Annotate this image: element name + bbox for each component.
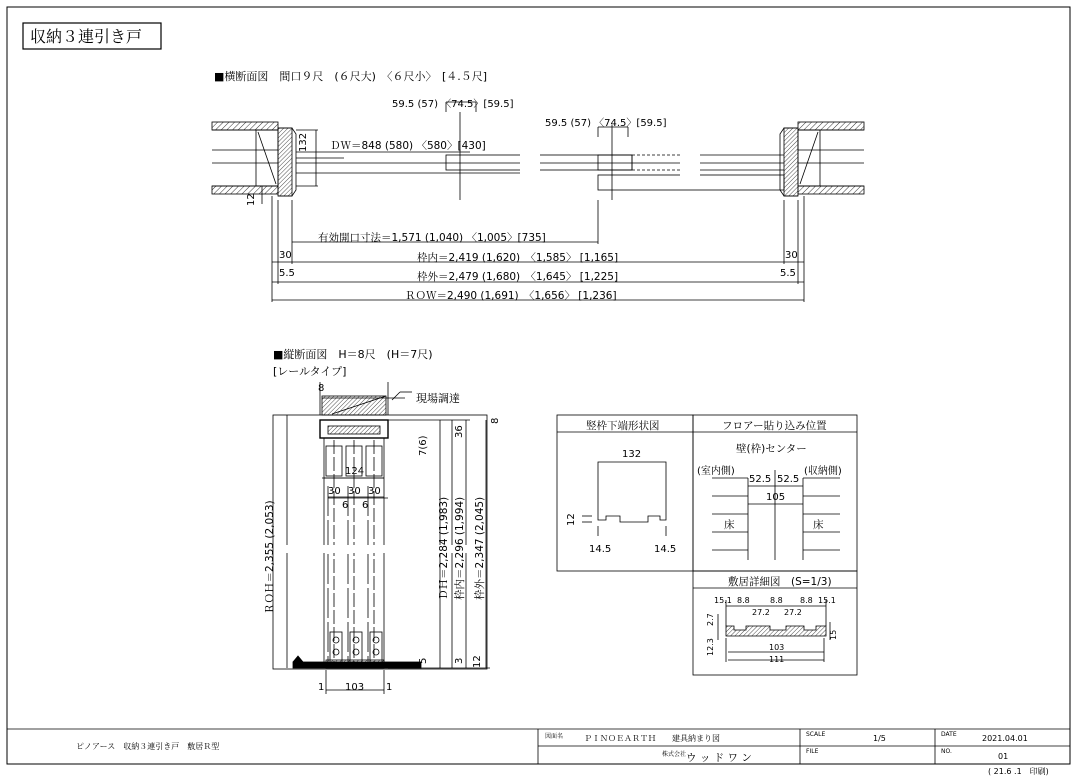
detail-right-dim-105: 105	[766, 492, 786, 503]
sill-d103: 103	[769, 643, 785, 652]
section-rail-type: [レールタイプ]	[273, 365, 347, 378]
section-dim-6a: 6	[342, 500, 349, 511]
detail-right-dim-525b: 52.5	[777, 474, 800, 485]
detail-right-subtitle: 壁(枠)センター	[736, 443, 807, 455]
plan-dim-top-left: 59.5 (57) 〈74.5〉[59.5]	[392, 99, 514, 110]
plan-dim-30-right: 30	[785, 250, 798, 261]
sill-title: 敷居詳細図 (S=1/3)	[728, 576, 832, 588]
plan-outer: 枠外＝2,479 (1,680) 〈1,645〉 [1,225]	[417, 271, 619, 283]
sill-d88c: 8.8	[800, 596, 813, 605]
section-dim-3: 3	[454, 657, 465, 664]
plan-dim-132: 132	[298, 132, 309, 152]
section-dim-30c: 30	[368, 486, 381, 497]
detail-left-dim-132: 132	[622, 449, 642, 460]
section-dim-6b: 6	[362, 500, 369, 511]
section-dim-8-right: 8	[490, 417, 501, 424]
tb-company: ウ ッ ド ワ ン	[686, 752, 752, 764]
tb-date-label: DATE	[941, 731, 957, 738]
tb-print: ( 21.6 .1 印刷)	[988, 767, 1049, 776]
plan-dim-55-right: 5.5	[780, 268, 796, 279]
detail-right-room-store: (収納側)	[804, 466, 842, 477]
tb-drawing-name: ＰＩＮＯＥＡＲＴＨ 建具納まり図	[584, 734, 720, 743]
tb-drawing-name-label: 図面名	[545, 733, 564, 740]
section-dim-1b: 1	[386, 682, 393, 693]
section-heading: ■縦断面図 H＝8尺 (H＝7尺)	[273, 348, 433, 361]
section-dim-30a: 30	[328, 486, 341, 497]
section-dim-1a: 1	[318, 682, 325, 693]
sill-d151b: 15.1	[818, 596, 836, 605]
section-site-label: 現場調達	[416, 392, 460, 405]
tb-file-label: FILE	[806, 748, 819, 755]
sheet-border	[7, 7, 1070, 764]
detail-left-dim-145b: 14.5	[654, 544, 677, 555]
section-inner-h: 枠内＝2,296 (1,994)	[454, 496, 466, 600]
sill-d27: 2.7	[706, 613, 715, 626]
detail-right-title: フロアー貼り込み位置	[722, 420, 827, 432]
plan-heading: ■横断面図 間口９尺 (６尺大) 〈６尺小〉 [４.５尺]	[214, 70, 488, 83]
section-dh: ＤＨ＝2,284 (1,983)	[438, 496, 450, 600]
plan-dim-55-left: 5.5	[279, 268, 295, 279]
tb-no: 01	[998, 752, 1009, 761]
plan-row: ＲＯＷ＝2,490 (1,691) 〈1,656〉 [1,236]	[405, 290, 617, 302]
plan-dw: ＤＷ＝848 (580) 〈580〉[430]	[330, 140, 486, 152]
plan-opening: 有効開口寸法＝1,571 (1,040) 〈1,005〉[735]	[318, 232, 546, 244]
section-dim-12: 12	[472, 655, 483, 668]
tb-company-label: 株式会社	[662, 751, 687, 758]
tb-date: 2021.04.01	[982, 734, 1028, 743]
plan-dim-12: 12	[246, 193, 257, 206]
detail-right-room-in: (室内側)	[697, 466, 735, 477]
detail-left-dim-12: 12	[566, 513, 577, 526]
detail-right-floor-left: 床	[724, 519, 735, 531]
sill-d15: 15	[829, 629, 838, 640]
detail-right-dim-525a: 52.5	[749, 474, 772, 485]
plan-inner: 枠内＝2,419 (1,620) 〈1,585〉 [1,165]	[417, 252, 619, 264]
sill-d123: 12.3	[706, 638, 715, 656]
detail-right-floor-right: 床	[813, 519, 824, 531]
tb-no-label: NO.	[941, 748, 952, 755]
section-dim-103: 103	[345, 682, 365, 693]
detail-left-dim-145a: 14.5	[589, 544, 612, 555]
plan-breaks	[520, 150, 700, 180]
section-dim-30b: 30	[348, 486, 361, 497]
section-roh: ＲＯＨ＝2,355 (2,053)	[264, 500, 276, 614]
plan-dim-top-right: 59.5 (57) 〈74.5〉[59.5]	[545, 118, 667, 129]
sill-d272a: 27.2	[752, 608, 770, 617]
sill-d88b: 8.8	[770, 596, 783, 605]
tb-scale-label: SCALE	[806, 731, 826, 738]
tb-product: ピノアース 収納３連引き戸 敷居Ｒ型	[76, 742, 220, 751]
section-dim-8-top: 8	[318, 383, 325, 394]
sill-d88a: 8.8	[737, 596, 750, 605]
section-dim-5: 5	[418, 657, 429, 664]
section-outer-h: 枠外＝2,347 (2,045)	[474, 496, 486, 600]
section-dim-124: 124	[345, 466, 365, 477]
plan-dim-30-left: 30	[279, 250, 292, 261]
sill-d272b: 27.2	[784, 608, 802, 617]
section-dim-36: 36	[454, 425, 465, 438]
sill-d151a: 15.1	[714, 596, 732, 605]
detail-left-title: 竪枠下端形状図	[586, 420, 660, 432]
sill-d111: 111	[769, 655, 785, 664]
section-dim-7: 7(6)	[418, 435, 429, 456]
tb-scale: 1/5	[873, 734, 886, 743]
page-title: 収納３連引き戸	[30, 27, 143, 46]
